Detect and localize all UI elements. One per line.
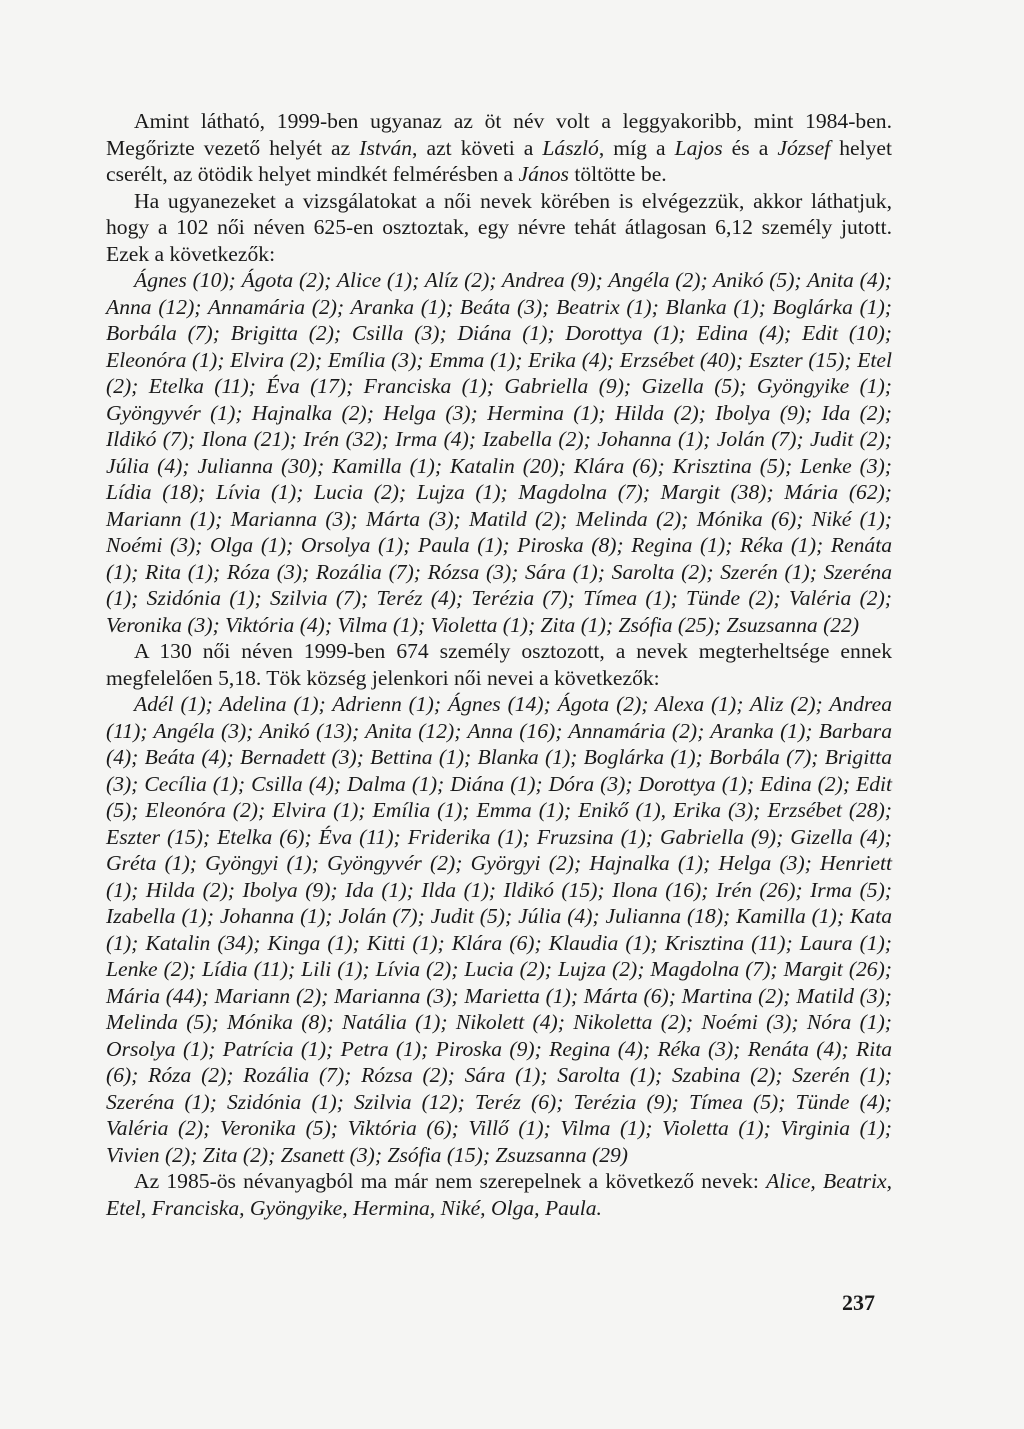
italic-segment: László: [542, 135, 599, 160]
text-segment: Amint látható, 1999-ben ugyanaz az öt név volt a leggyakoribb, mint 1984-ben. Megőrizte vezető helyét az: [106, 109, 892, 160]
paragraph-4: [106, 638, 892, 691]
text-segment: , azt követi a: [412, 135, 543, 160]
female-names-1985-list: [106, 267, 892, 638]
italic-segment: Alice, Beatrix, Etel, Franciska, Gyöngyike, Hermina, Niké, Olga, Paula.: [106, 1169, 892, 1220]
text-segment: Adél (1); Adelina (1); Adrienn (1); Ágnes (14); Ágota (2); Alexa (1); Aliz (2); Andrea (11); Angéla (3); Anikó (13); Anita (12); Anna (16); Annamária (2); Aranka (1); Barbara (4); Beáta (4); Bernadett (3); Bettina (1); Blanka (1); Boglárka (1); Borbála (7); Brigitta (3); Cecília (1); Csilla (4); Dalma (1); Diána (1); Dóra (3); Dorottya (1); Edina (2); Edit (5); Eleonóra (2); Elvira (1); Emília (1); Emma (1); Enikő (1), Erika (3); Erzsébet (28); Eszter (15); Etelka (6); Éva (11); Friderika (1); Fruzsina (1); Gabriella (9); Gizella (4); Gréta (1); Gyöngyi (1); Gyöngyvér (2); Györgyi (2); Hajnalka (1); Helga (3); Henriett (1); Hilda (2); Ibolya (9); Ida (1); Ilda (1); Ildikó (15); Ilona (16); Irén (26); Irma (5); Izabella (1); Johanna (1); Jolán (7); Judit (5); Júlia (4); Julianna (18); Kamilla (1); Kata (1); Katalin (34); Kinga (1); Kitti (1); Klára (6); Klaudia (1); Krisztina (11); Laura (1); Lenke (2); Lídia (11); Lili (1); Lívia (2); Lucia (2); Lujza (2); Magdolna (7); Margit (26); Mária (44); Mariann (2); Marianna (3); Marietta (1); Márta (6); Martina (2); Matild (3); Melinda (5); Mónika (8); Natália (1); Nikolett (4); Nikoletta (2); Noémi (3); Nóra (1); Orsolya (1); Patrícia (1); Petra (1); Piroska (9); Regina (4); Réka (3); Renáta (4); Rita (6); Róza (2); Rozália (7); Rózsa (2); Sára (1); Sarolta (1); Szabina (2); Szerén (1); Szeréna (1); Szidónia (1); Szilvia (12); Teréz (6); Terézia (9); Tímea (5); Tünde (4); Valéria (2); Veronika (5); Viktória (6); Villő (1); Vilma (1); Violetta (1); Virginia (1); Vivien (2); Zita (2); Zsanett (3); Zsófia (15); Zsuzsanna (29): [106, 692, 892, 1167]
text-segment: töltötte be.: [568, 162, 667, 186]
female-names-1999-list: [106, 691, 892, 1168]
text-segment: , míg a: [598, 135, 675, 160]
text-segment: A 130 női néven 1999-ben 674 személy osztozott, a nevek megterheltsége ennek megfelelően 5,18. Tök község jelenkori női nevei a következők:: [106, 639, 892, 690]
italic-segment: Lajos: [674, 135, 723, 160]
italic-segment: János: [518, 162, 569, 186]
text-segment: Ha ugyanezeket a vizsgálatokat a női nevek körében is elvégezzük, akkor láthatjuk, hogy a 102 női néven 625-en osztoztak, egy névre tehát átlagosan 6,12 személy jutott. Ezek a következők:: [106, 188, 892, 266]
text-column: [106, 108, 892, 1221]
paragraph-2: [106, 188, 892, 268]
page-number: 237: [842, 1290, 875, 1315]
italic-segment: István: [359, 135, 413, 160]
italic-segment: József: [777, 135, 831, 160]
text-segment: helyet cserélt, az ötödik helyet mindkét felmérésben a: [106, 135, 892, 186]
paragraph-6: [106, 1168, 892, 1221]
text-segment: és a: [722, 135, 778, 160]
paragraph-1: [106, 108, 892, 188]
text-segment: Az 1985-ös névanyagból ma már nem szerepelnek a következő nevek:: [134, 1169, 767, 1193]
text-segment: Ágnes (10); Ágota (2); Alice (1); Alíz (2); Andrea (9); Angéla (2); Anikó (5); Anita (4); Anna (12); Annamária (2); Aranka (1); Beáta (3); Beatrix (1); Blanka (1); Boglárka (1); Borbála (7); Brigitta (2); Csilla (3); Diána (1); Dorottya (1); Edina (4); Edit (10); Eleonóra (1); Elvira (2); Emília (3); Emma (1); Erika (4); Erzsébet (40); Eszter (15); Etel (2); Etelka (11); Éva (17); Franciska (1); Gabriella (9); Gizella (5); Gyöngyike (1); Gyöngyvér (1); Hajnalka (2); Helga (3); Hermina (1); Hilda (2); Ibolya (9); Ida (2); Ildikó (7); Ilona (21); Irén (32); Irma (4); Izabella (2); Johanna (1); Jolán (7); Judit (2); Júlia (4); Julianna (30); Kamilla (1); Katalin (20); Klára (6); Krisztina (5); Lenke (3); Lídia (18); Lívia (1); Lucia (2); Lujza (1); Magdolna (7); Margit (38); Mária (62); Mariann (1); Marianna (3); Márta (3); Matild (2); Melinda (2); Mónika (6); Niké (1); Noémi (3); Olga (1); Orsolya (1); Paula (1); Piroska (8); Regina (1); Réka (1); Renáta (1); Rita (1); Róza (3); Rozália (7); Rózsa (3); Sára (1); Sarolta (2); Szerén (1); Szeréna (1); Szidónia (1); Szilvia (7); Teréz (4); Terézia (7); Tímea (1); Tünde (2); Valéria (2); Veronika (3); Viktória (4); Vilma (1); Violetta (1); Zita (1); Zsófia (25); Zsuzsanna (22): [106, 268, 892, 637]
